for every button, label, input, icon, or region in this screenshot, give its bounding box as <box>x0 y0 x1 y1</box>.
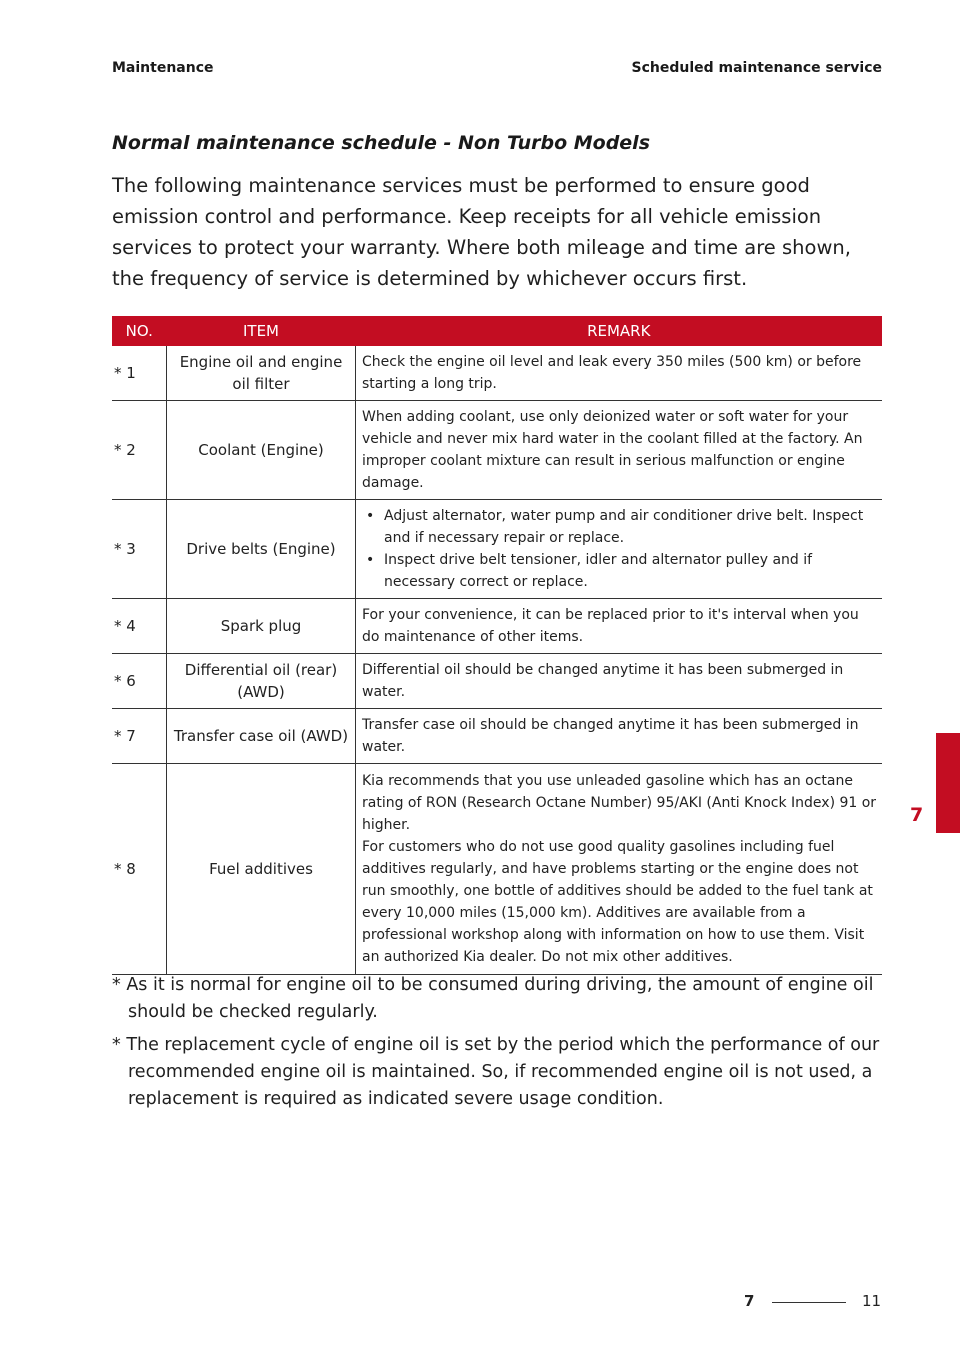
row-item: Differential oil (rear) (AWD) <box>167 654 356 709</box>
row-item: Coolant (Engine) <box>167 401 356 500</box>
footnote: * As it is normal for engine oil to be consumed during driving, the amount of engine oil should be checked regularly. <box>112 975 874 1022</box>
table-row <box>112 764 882 975</box>
row-number: * 7 <box>112 709 167 764</box>
column-header-item: ITEM <box>167 316 356 346</box>
footer-divider <box>772 1302 846 1303</box>
footer-chapter-number: 7 <box>744 1292 755 1310</box>
row-number: * 3 <box>112 500 167 599</box>
row-number: * 6 <box>112 654 167 709</box>
page-title: Normal maintenance schedule - Non Turbo Models <box>112 132 651 154</box>
remark-bullet <box>362 549 878 593</box>
maintenance-table <box>112 316 882 975</box>
row-number: * 2 <box>112 401 167 500</box>
chapter-side-tab[interactable] <box>936 733 960 833</box>
table-row <box>112 500 882 599</box>
table-row <box>112 346 882 401</box>
remark-paragraph: Kia recommends that you use unleaded gasoline which has an octane rating of RON (Research Octane Number) 95/AKI (Anti Knock Index) 91 or higher. <box>362 773 877 833</box>
row-number: * 8 <box>112 764 167 975</box>
row-item: Fuel additives <box>167 764 356 975</box>
row-number: * 1 <box>112 346 167 401</box>
row-item: Engine oil and engine oil filter <box>167 346 356 401</box>
row-remark <box>356 500 883 599</box>
table-row <box>112 709 882 764</box>
section-header: Maintenance <box>112 60 214 76</box>
row-item: Drive belts (Engine) <box>167 500 356 599</box>
row-remark: Differential oil should be changed anytime it has been submerged in water. <box>356 654 883 709</box>
row-number: * 4 <box>112 599 167 654</box>
column-header-no: NO. <box>112 316 167 346</box>
remark-paragraph: For customers who do not use good quality gasolines including fuel additives regularly, and have problems starting or the engine does not run smoothly, one bottle of additives should be added to the fuel tank at every 10,000 miles (15,000 km). Additives are available from a professional workshop along with information on how to use them. Visit an authorized Kia dealer. Do not mix other additives. <box>362 839 873 965</box>
page-header-title: Scheduled maintenance service <box>631 60 882 76</box>
table-row <box>112 599 882 654</box>
bullet-icon: • <box>366 552 375 568</box>
footnote: * The replacement cycle of engine oil is set by the period which the performance of our recommended engine oil is maintained. So, if recommended engine oil is not used, a replacement is required as indicated severe usage condition. <box>112 1035 880 1109</box>
chapter-side-number: 7 <box>910 804 924 826</box>
row-remark: Transfer case oil should be changed anytime it has been submerged in water. <box>356 709 883 764</box>
row-remark: When adding coolant, use only deionized water or soft water for your vehicle and never mix hard water in the coolant filled at the factory. An improper coolant mixture can result in serious malfunction or engine damage. <box>356 401 883 500</box>
table-row <box>112 401 882 500</box>
row-item: Spark plug <box>167 599 356 654</box>
row-item: Transfer case oil (AWD) <box>167 709 356 764</box>
bullet-text: Adjust alternator, water pump and air conditioner drive belt. Inspect and if necessary repair or replace. <box>384 508 864 546</box>
table-row <box>112 654 882 709</box>
row-remark: For your convenience, it can be replaced prior to it's interval when you do maintenance of other items. <box>356 599 883 654</box>
footnotes <box>112 972 882 1119</box>
intro-paragraph: The following maintenance services must be performed to ensure good emission control and performance. Keep receipts for all vehicle emission services to protect your warranty. Where both mileage and time are shown, the frequency of service is determined by whichever occurs first. <box>112 174 851 290</box>
table-header-row <box>112 316 882 346</box>
row-remark <box>356 764 883 975</box>
footer-page-number: 11 <box>862 1292 882 1310</box>
row-remark: Check the engine oil level and leak every 350 miles (500 km) or before starting a long trip. <box>356 346 883 401</box>
remark-bullet <box>362 505 878 549</box>
bullet-text: Inspect drive belt tensioner, idler and alternator pulley and if necessary correct or replace. <box>384 552 813 590</box>
bullet-icon: • <box>366 508 375 524</box>
column-header-remark: REMARK <box>356 316 883 346</box>
